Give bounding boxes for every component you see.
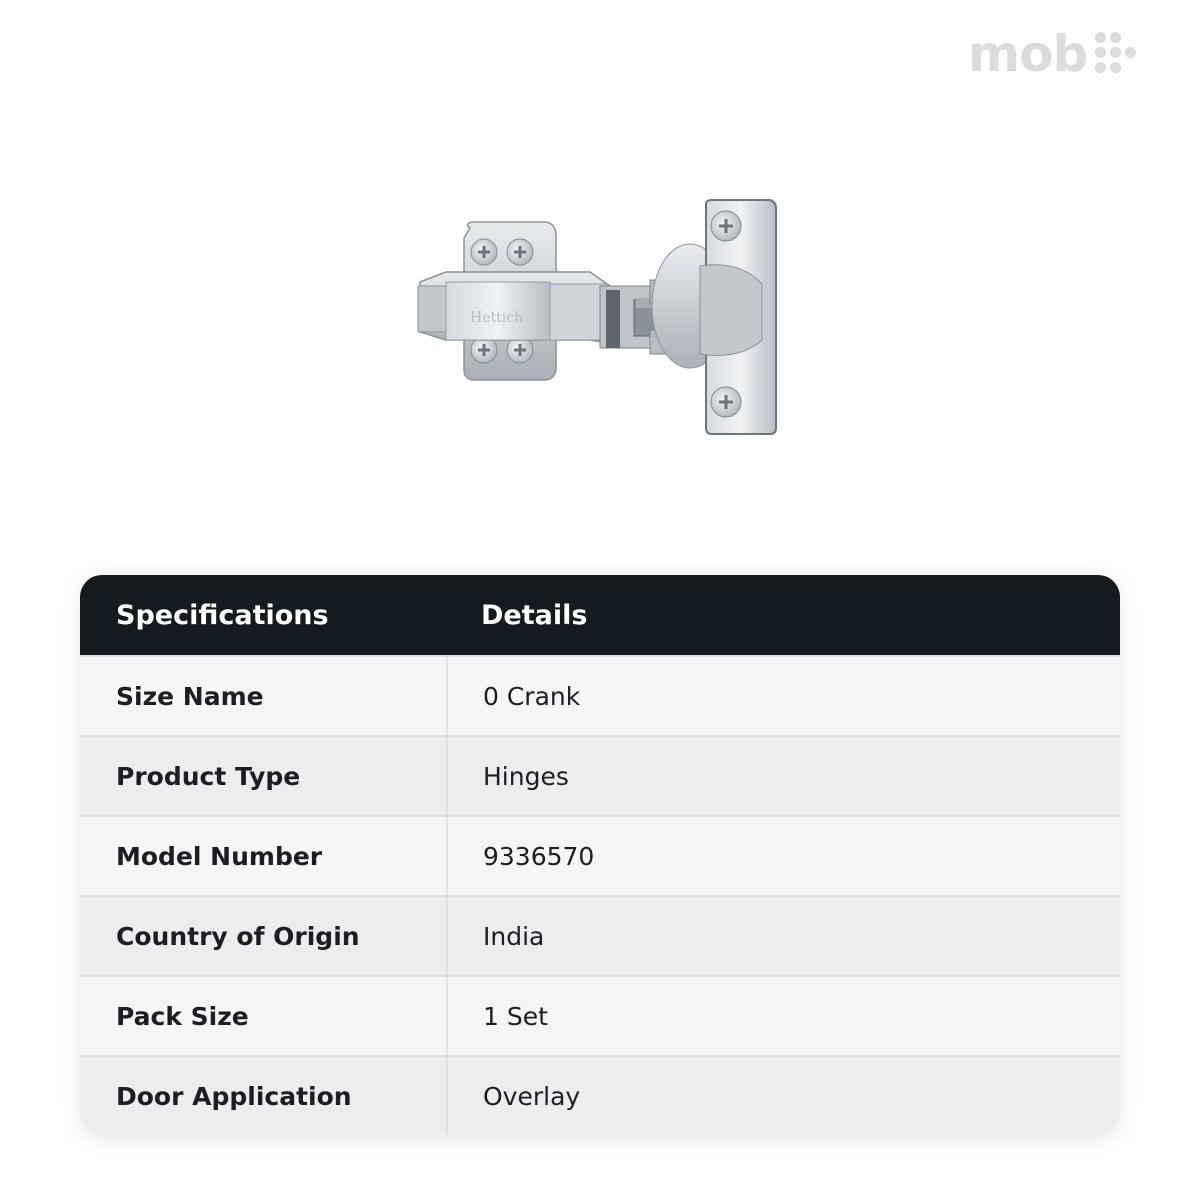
table-row [80,1055,1120,1135]
spec-label: Product Type [80,737,448,815]
table-row [80,735,1120,815]
spec-value: 0 Crank [483,681,581,711]
table-row [80,895,1120,975]
spec-label: Pack Size [80,977,448,1055]
logo-dots-icon [1091,28,1141,80]
brand-logo-text: mob [968,25,1088,83]
product-image [400,190,800,450]
spec-label: Door Application [80,1057,448,1135]
spec-label: Size Name [80,657,448,735]
spec-label: Model Number [80,817,448,895]
specifications-table [80,575,1120,1135]
spec-value: Hinges [483,761,569,791]
brand-logo [968,26,1152,82]
spec-value: Overlay [483,1081,581,1111]
spec-value: 9336570 [483,841,595,871]
table-row [80,975,1120,1055]
concealed-cabinet-hinge-image [400,190,800,450]
header-specifications: Specifications [116,599,329,631]
svg-text:Hettich: Hettich [470,310,524,326]
table-header [80,575,1120,655]
table-row [80,655,1120,735]
spec-value: 1 Set [483,1001,548,1031]
header-details: Details [481,599,588,631]
table-row [80,815,1120,895]
spec-value: India [483,921,545,951]
spec-label: Country of Origin [80,897,448,975]
